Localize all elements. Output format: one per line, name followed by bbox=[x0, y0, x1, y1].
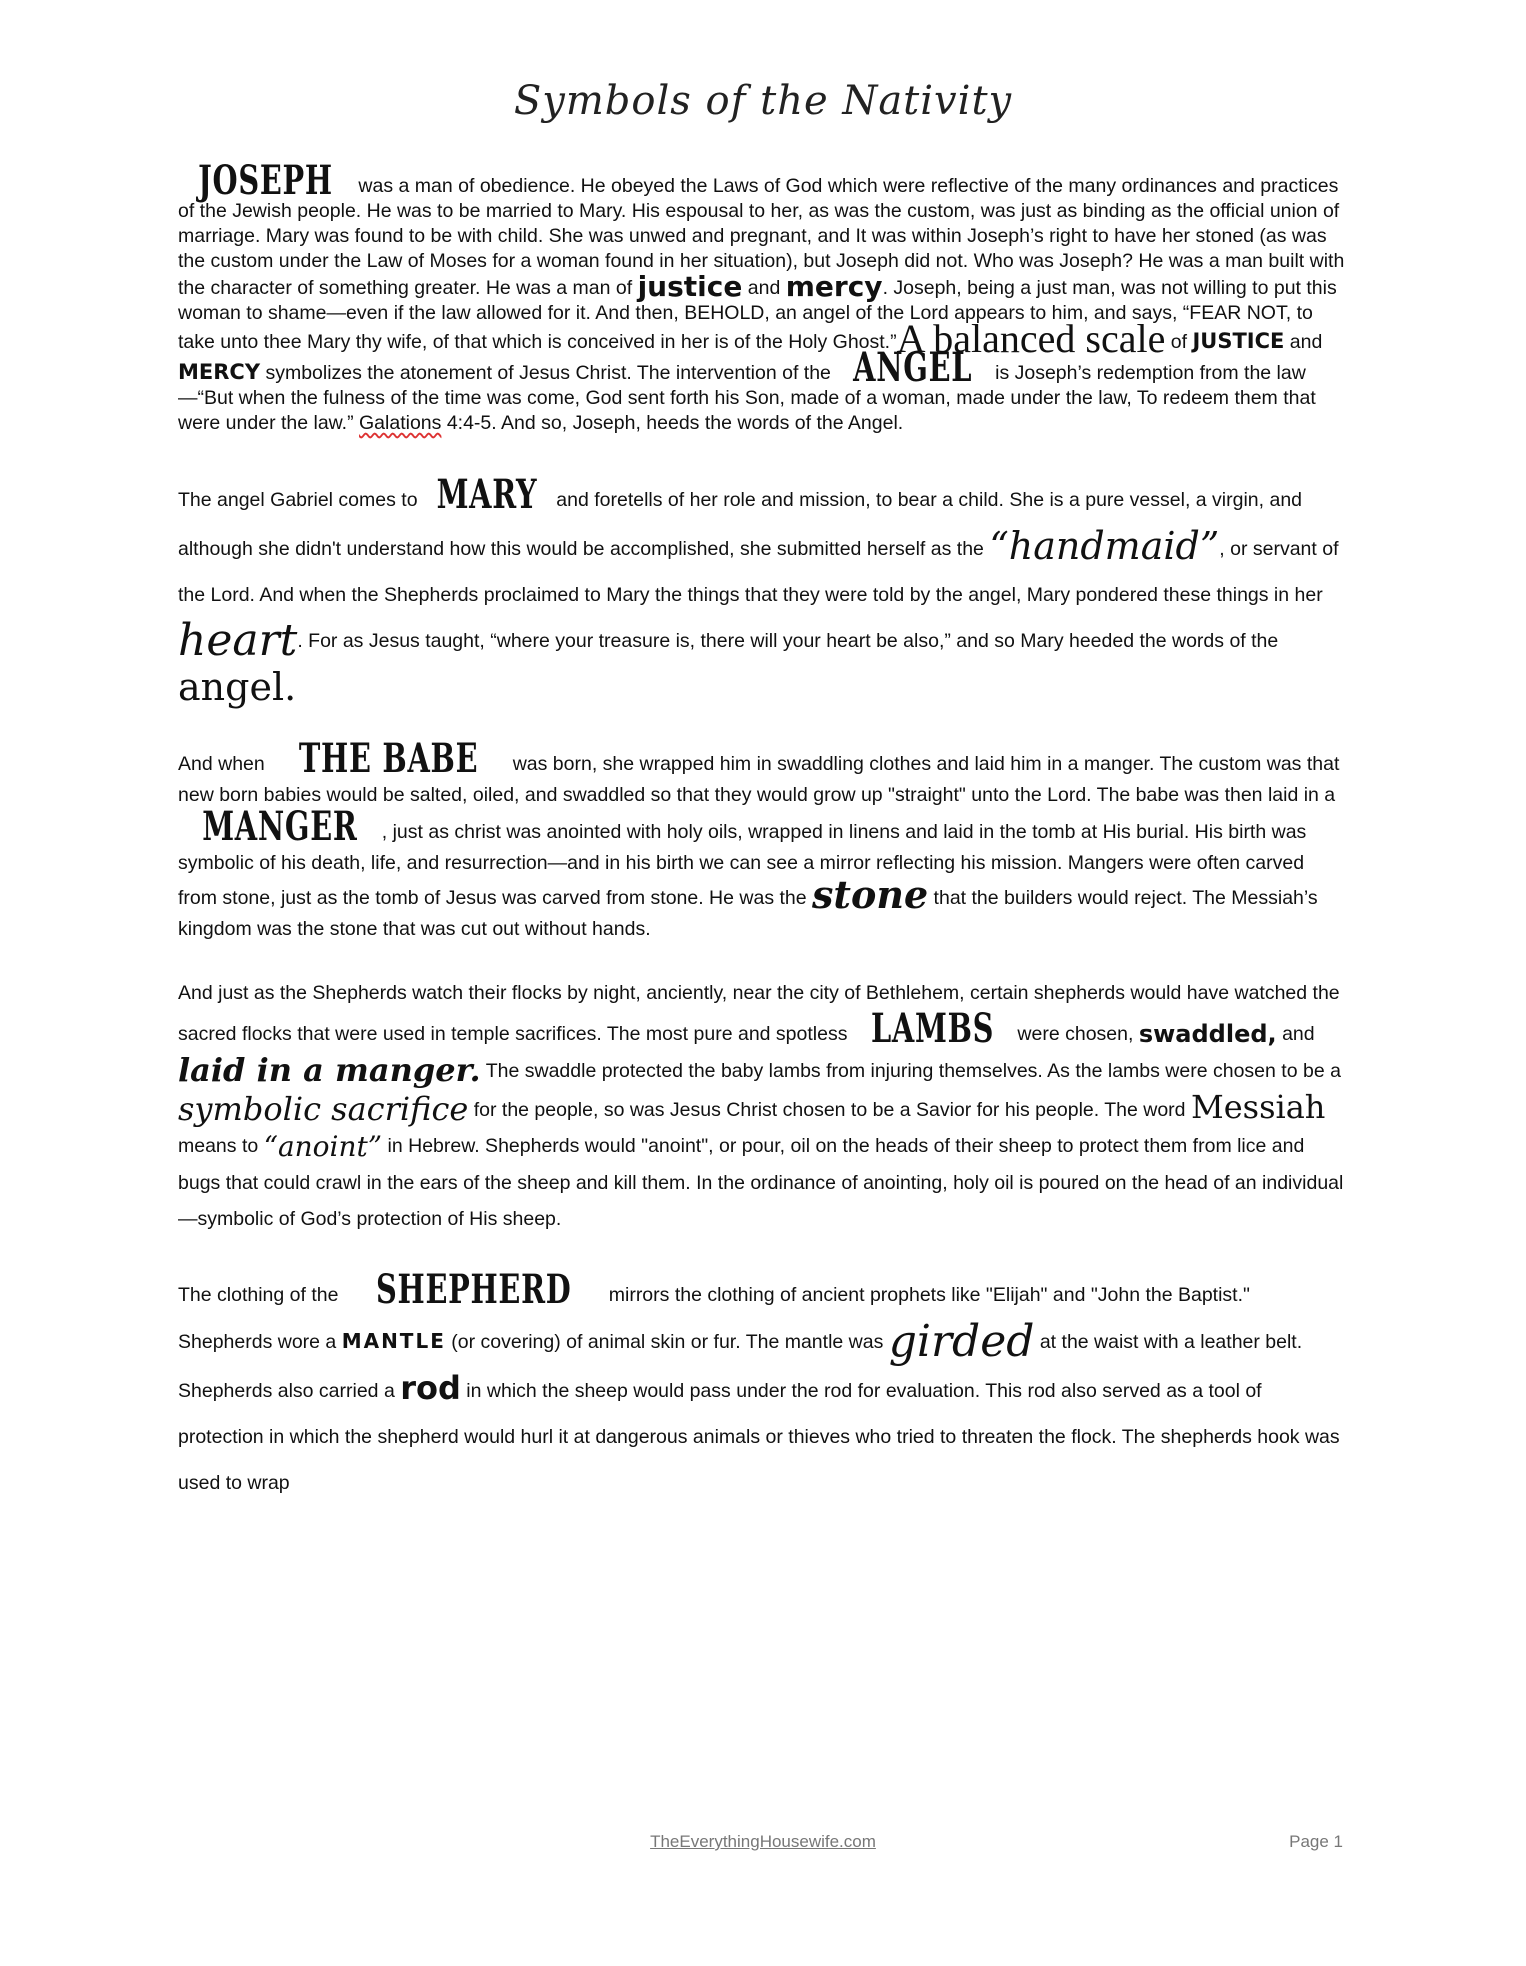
text-span: in which the sheep would pass under the rod for evaluation. This rod also served as a tool of protection in which the shepherd would hurl it at dangerous animals or thieves who tried to threaten the flock. The shepherds hook was used to wrap bbox=[178, 1380, 1340, 1494]
decorative-word-messiah: Messiah bbox=[1190, 1088, 1326, 1126]
decorative-word-girded: girded bbox=[888, 1316, 1035, 1367]
decorative-word-manger: MANGER bbox=[202, 803, 358, 850]
text-span: of bbox=[1165, 331, 1193, 353]
decorative-phrase-symbolic-sacrifice: symbolic sacrifice bbox=[178, 1090, 469, 1128]
text-span: for the people, so was Jesus Christ chosen to be a Savior for his people. The word bbox=[468, 1099, 1191, 1121]
text-span: is Joseph’s redemption from the law—“But when the fulness of the time was come, God sent forth his Son, made of a woman, made under the law, To redeem them that were under the law.” bbox=[178, 362, 1316, 434]
page-title: Symbols of the Nativity bbox=[513, 78, 1013, 124]
text-span: and foretells of her role and mission, to bear a child. She is a pure vessel, a virgin, and although she didn't understand how this would be accomplished, she submitted herself as the bbox=[178, 489, 1303, 560]
text-span: , or servant of the Lord. And when the Shepherds proclaimed to Mary the things that they were told by the angel, Mary pondered these things in her bbox=[178, 538, 1339, 606]
decorative-word-joseph: JOSEPH bbox=[198, 157, 333, 204]
paragraph-babe bbox=[178, 735, 1348, 945]
text-span: . Joseph, being a just man, was not willing to put this woman to shame—even if the law allowed for it. And then, BEHOLD, an angel of the Lord appears to him, and says, “FEAR NOT, to take unto thee Mary thy wife, of that which is conceived in her is of the Holy Ghost.” bbox=[178, 277, 1337, 353]
text-span: and bbox=[1276, 1023, 1315, 1045]
text-span: in Hebrew. Shepherds would "anoint", or pour, oil on the heads of their sheep to protect them from lice and bugs that could crawl in the ears of the sheep and kill them. In the ordinance of anointing, holy oil is poured on the head of an individual—symbolic of God’s protection of His sheep. bbox=[178, 1135, 1344, 1230]
text-span: were chosen, bbox=[1012, 1023, 1139, 1045]
text-span: was born, she wrapped him in swaddling clothes and laid him in a manger. The custom was that new born babies would be salted, oiled, and swaddled so that they would grow up "straight" unto the Lord. The babe was then laid in a bbox=[178, 753, 1340, 806]
paragraph-shepherds bbox=[178, 975, 1348, 1237]
text-span: The angel Gabriel comes to bbox=[178, 489, 423, 511]
decorative-word-the-babe: THE BABE bbox=[299, 735, 479, 782]
decorative-word-swaddled: swaddled, bbox=[1138, 1020, 1277, 1048]
decorative-word-rod: rod bbox=[400, 1369, 461, 1407]
document-body bbox=[178, 157, 1348, 1536]
text-span: symbolizes the atonement of Jesus Christ. The intervention of the bbox=[260, 362, 837, 384]
footer-page-number: Page 1 bbox=[1289, 1832, 1343, 1851]
decorative-word-lambs: LAMBS bbox=[870, 1005, 995, 1052]
decorative-word-mary: MARY bbox=[436, 471, 538, 518]
text-span: means to bbox=[178, 1135, 264, 1157]
text-span: mirrors the clothing of ancient prophets like "Elijah" and "John the Baptist." Shepherds wore a bbox=[178, 1284, 1250, 1353]
text-span: and bbox=[1284, 331, 1323, 353]
decorative-word-handmaid: “handmaid” bbox=[989, 524, 1220, 568]
text-span: And just as the Shepherds watch their flocks by night, anciently, near the city of Bethlehem, certain shepherds would have watched the sacred flocks that were used in temple sacrifices. The most pure and spotless bbox=[178, 982, 1340, 1045]
text-span: . For as Jesus taught, “where your treasure is, there will your heart be also,” and so Mary heeded the words of the bbox=[297, 630, 1279, 652]
decorative-word-justice: justice bbox=[637, 270, 743, 303]
text-span: , just as christ was anointed with holy oils, wrapped in linens and laid in the tomb at His burial. His birth was symbolic of his death, life, and resurrection—and in his birth we can see a mirror reflecting his mission. Mangers were often carved from stone, just as the tomb of Jesus was carved from stone. He was the bbox=[178, 821, 1307, 909]
decorative-word-angel: ANGEL bbox=[853, 344, 973, 391]
text-span: was a man of obedience. He obeyed the Laws of God which were reflective of the many ordinances and practices of the Jewish people. He was to be married to Mary. His espousal to her, as was the custom, was just as binding as the official union of marriage. Mary was found to be with child. She was unwed and pregnant, and It was within Joseph’s right to have her stoned (as was the custom under the Law of Moses for a woman found in her situation), but Joseph did not. Who was Joseph? He was a man built with the character of something greater. He was a man of bbox=[178, 175, 1345, 299]
paragraph-joseph bbox=[178, 157, 1348, 436]
text-span: that the builders would reject. The Messiah’s kingdom was the stone that was cut out without hands. bbox=[178, 887, 1318, 940]
text-span: And when bbox=[178, 753, 271, 775]
decorative-word-stone: stone bbox=[812, 872, 929, 917]
decorative-phrase-laid-in-a-manger: laid in a manger. bbox=[178, 1051, 481, 1089]
text-span: The clothing of the bbox=[178, 1284, 344, 1306]
footer-website-link[interactable]: TheEverythingHousewife.com bbox=[650, 1832, 876, 1851]
decorative-word-anoint: “anoint” bbox=[263, 1130, 383, 1163]
text-span: and bbox=[742, 277, 786, 299]
paragraph-shepherd-clothing bbox=[178, 1267, 1348, 1506]
text-span: 4:4-5. And so, Joseph, heeds the words of the Angel. bbox=[441, 412, 904, 434]
decorative-word-shepherd: SHEPHERD bbox=[375, 1266, 572, 1313]
misspelled-word-galations: Galations bbox=[359, 412, 442, 434]
decorative-phrase-balanced-scale: A balanced scale bbox=[896, 316, 1166, 361]
text-span: (or covering) of animal skin or fur. The mantle was bbox=[445, 1331, 889, 1353]
paragraph-mary bbox=[178, 472, 1348, 713]
decorative-word-angel-script: angel. bbox=[178, 665, 297, 709]
decorative-word-mantle: MANTLE bbox=[341, 1329, 446, 1353]
decorative-word-heart: heart bbox=[178, 615, 298, 666]
decorative-word-mercy: mercy bbox=[785, 270, 883, 303]
decorative-word-mercy-heavy: MERCY bbox=[178, 360, 261, 384]
text-span: at the waist with a leather belt. Shepherds also carried a bbox=[178, 1331, 1303, 1402]
text-span: The swaddle protected the baby lambs from injuring themselves. As the lambs were chosen to be a bbox=[480, 1060, 1341, 1082]
decorative-word-justice-heavy: JUSTICE bbox=[1192, 329, 1285, 353]
